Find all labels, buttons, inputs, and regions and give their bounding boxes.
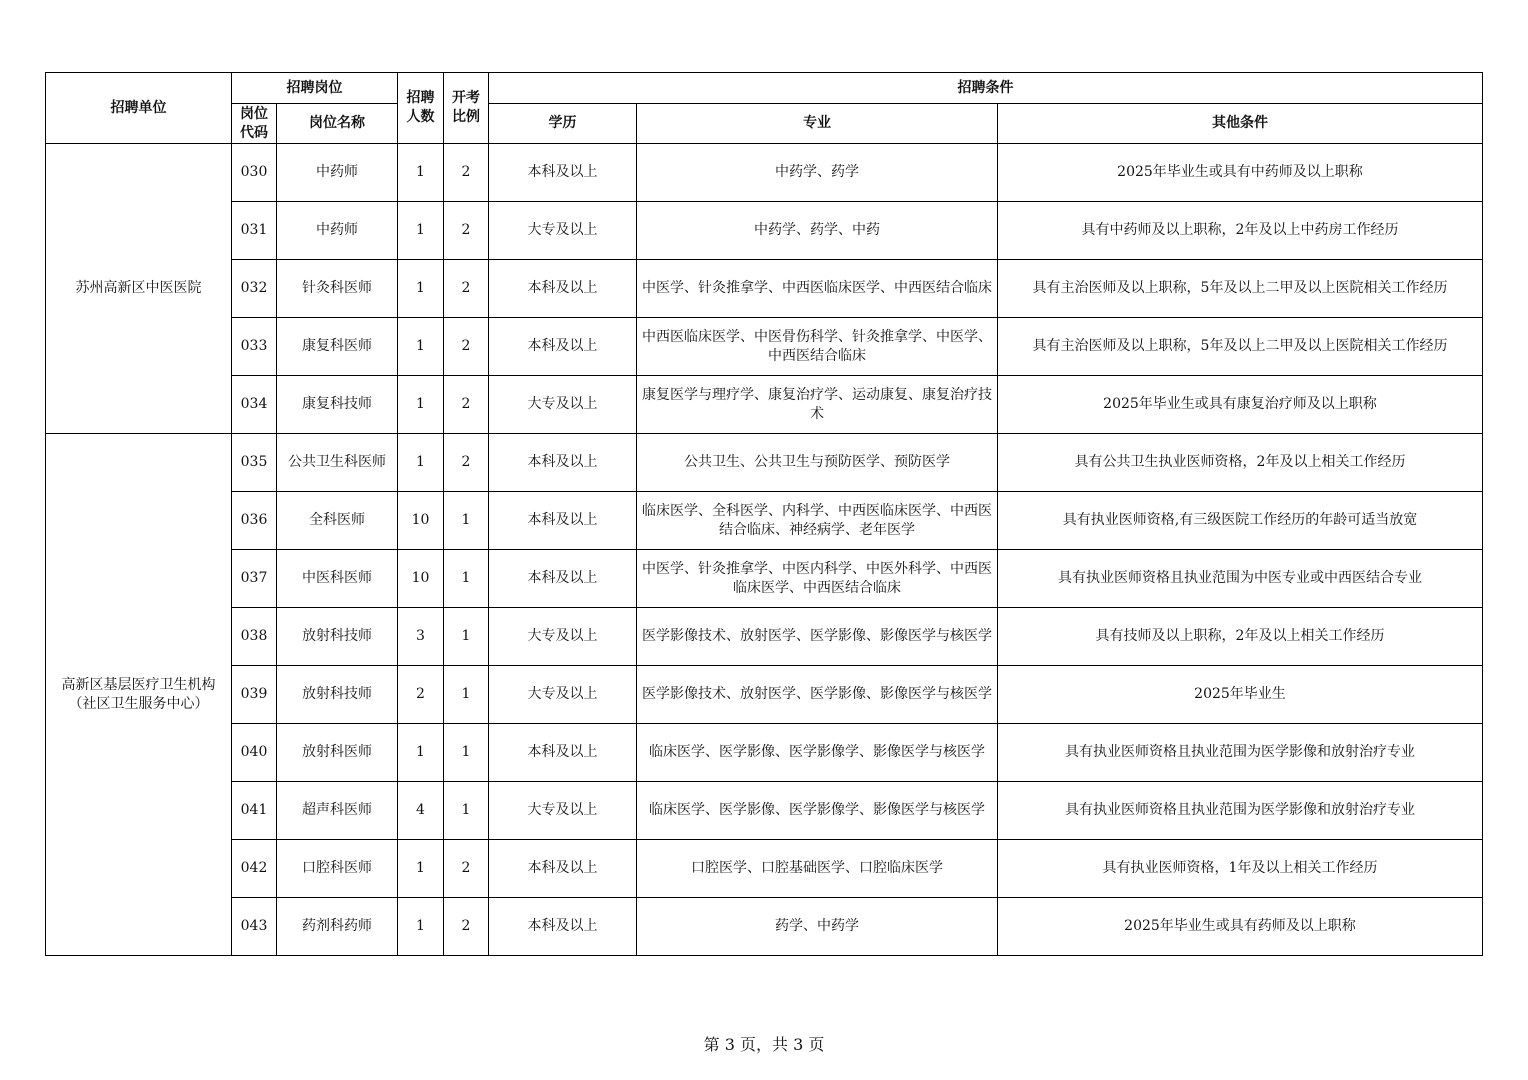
- cell-unit: 高新区基层医疗卫生机构（社区卫生服务中心）: [46, 434, 232, 956]
- cell-post-name: 口腔科医师: [277, 840, 398, 898]
- table-row: [46, 782, 1483, 840]
- cell-post-code: 032: [232, 260, 277, 318]
- cell-post-code: 031: [232, 202, 277, 260]
- cell-post-name: 中药师: [277, 144, 398, 202]
- cell-major: 医学影像技术、放射医学、医学影像、影像医学与核医学: [637, 666, 998, 724]
- cell-count: 1: [398, 318, 444, 376]
- table-row: [46, 550, 1483, 608]
- table-row: [46, 666, 1483, 724]
- cell-unit: 苏州高新区中医医院: [46, 144, 232, 434]
- table-row: [46, 434, 1483, 492]
- cell-other: 具有执业医师资格,有三级医院工作经历的年龄可适当放宽: [998, 492, 1483, 550]
- cell-post-code: 043: [232, 898, 277, 956]
- cell-major: 中医学、针灸推拿学、中西医临床医学、中西医结合临床: [637, 260, 998, 318]
- cell-post-name: 全科医师: [277, 492, 398, 550]
- cell-count: 1: [398, 840, 444, 898]
- table-row: [46, 840, 1483, 898]
- cell-count: 1: [398, 898, 444, 956]
- cell-major: 中药学、药学: [637, 144, 998, 202]
- header-post-group: 招聘岗位: [232, 73, 398, 104]
- cell-other: 具有执业医师资格且执业范围为中医专业或中西医结合专业: [998, 550, 1483, 608]
- cell-major: 康复医学与理疗学、康复治疗学、运动康复、康复治疗技术: [637, 376, 998, 434]
- cell-count: 10: [398, 492, 444, 550]
- cell-education: 本科及以上: [489, 434, 637, 492]
- cell-education: 本科及以上: [489, 144, 637, 202]
- cell-other: 具有主治医师及以上职称，5年及以上二甲及以上医院相关工作经历: [998, 318, 1483, 376]
- table-row: [46, 318, 1483, 376]
- cell-post-code: 037: [232, 550, 277, 608]
- cell-post-code: 035: [232, 434, 277, 492]
- cell-post-name: 放射科技师: [277, 608, 398, 666]
- cell-major: 临床医学、医学影像、医学影像学、影像医学与核医学: [637, 724, 998, 782]
- cell-education: 本科及以上: [489, 260, 637, 318]
- cell-post-code: 040: [232, 724, 277, 782]
- cell-education: 大专及以上: [489, 376, 637, 434]
- cell-other: 具有主治医师及以上职称，5年及以上二甲及以上医院相关工作经历: [998, 260, 1483, 318]
- cell-ratio: 2: [444, 202, 489, 260]
- cell-post-code: 038: [232, 608, 277, 666]
- table-row: [46, 492, 1483, 550]
- cell-post-code: 039: [232, 666, 277, 724]
- cell-count: 10: [398, 550, 444, 608]
- cell-major: 中医学、针灸推拿学、中医内科学、中医外科学、中西医临床医学、中西医结合临床: [637, 550, 998, 608]
- cell-ratio: 1: [444, 724, 489, 782]
- cell-post-name: 放射科医师: [277, 724, 398, 782]
- cell-ratio: 2: [444, 898, 489, 956]
- cell-ratio: 1: [444, 550, 489, 608]
- cell-education: 本科及以上: [489, 898, 637, 956]
- cell-post-code: 041: [232, 782, 277, 840]
- table-row: [46, 376, 1483, 434]
- cell-other: 具有执业医师资格，1年及以上相关工作经历: [998, 840, 1483, 898]
- recruitment-table: [45, 72, 1483, 956]
- page-footer: 第 3 页，共 3 页: [703, 1035, 825, 1054]
- cell-education: 本科及以上: [489, 724, 637, 782]
- cell-education: 大专及以上: [489, 202, 637, 260]
- cell-post-code: 042: [232, 840, 277, 898]
- table-row: [46, 898, 1483, 956]
- cell-education: 大专及以上: [489, 666, 637, 724]
- cell-ratio: 1: [444, 492, 489, 550]
- header-post-name: 岗位名称: [277, 104, 398, 144]
- cell-other: 2025年毕业生或具有药师及以上职称: [998, 898, 1483, 956]
- cell-education: 大专及以上: [489, 782, 637, 840]
- cell-other: 具有公共卫生执业医师资格，2年及以上相关工作经历: [998, 434, 1483, 492]
- cell-ratio: 2: [444, 260, 489, 318]
- cell-other: 2025年毕业生或具有康复治疗师及以上职称: [998, 376, 1483, 434]
- cell-post-name: 公共卫生科医师: [277, 434, 398, 492]
- table-row: [46, 202, 1483, 260]
- header-other: 其他条件: [998, 104, 1483, 144]
- cell-post-name: 放射科技师: [277, 666, 398, 724]
- cell-ratio: 1: [444, 782, 489, 840]
- table-body: [46, 144, 1483, 956]
- cell-ratio: 2: [444, 840, 489, 898]
- cell-count: 1: [398, 260, 444, 318]
- cell-other: 具有中药师及以上职称，2年及以上中药房工作经历: [998, 202, 1483, 260]
- cell-major: 中西医临床医学、中医骨伤科学、针灸推拿学、中医学、中西医结合临床: [637, 318, 998, 376]
- header-education: 学历: [489, 104, 637, 144]
- cell-post-name: 药剂科药师: [277, 898, 398, 956]
- cell-count: 3: [398, 608, 444, 666]
- cell-post-code: 034: [232, 376, 277, 434]
- table-row: [46, 608, 1483, 666]
- cell-count: 1: [398, 144, 444, 202]
- cell-count: 1: [398, 202, 444, 260]
- cell-post-name: 中药师: [277, 202, 398, 260]
- cell-ratio: 1: [444, 666, 489, 724]
- header-count: 招聘人数: [398, 73, 444, 144]
- cell-ratio: 2: [444, 376, 489, 434]
- cell-ratio: 2: [444, 318, 489, 376]
- cell-major: 药学、中药学: [637, 898, 998, 956]
- cell-ratio: 1: [444, 608, 489, 666]
- table-row: [46, 260, 1483, 318]
- cell-major: 公共卫生、公共卫生与预防医学、预防医学: [637, 434, 998, 492]
- header-unit: 招聘单位: [46, 73, 232, 144]
- cell-count: 2: [398, 666, 444, 724]
- cell-count: 1: [398, 724, 444, 782]
- cell-major: 口腔医学、口腔基础医学、口腔临床医学: [637, 840, 998, 898]
- cell-education: 本科及以上: [489, 550, 637, 608]
- table-row: [46, 724, 1483, 782]
- cell-count: 1: [398, 376, 444, 434]
- cell-education: 本科及以上: [489, 318, 637, 376]
- cell-post-name: 针灸科医师: [277, 260, 398, 318]
- cell-other: 具有执业医师资格且执业范围为医学影像和放射治疗专业: [998, 782, 1483, 840]
- cell-post-code: 030: [232, 144, 277, 202]
- header-ratio: 开考比例: [444, 73, 489, 144]
- cell-ratio: 2: [444, 144, 489, 202]
- cell-count: 4: [398, 782, 444, 840]
- header-post-code: 岗位代码: [232, 104, 277, 144]
- cell-post-name: 康复科医师: [277, 318, 398, 376]
- cell-ratio: 2: [444, 434, 489, 492]
- cell-count: 1: [398, 434, 444, 492]
- cell-education: 大专及以上: [489, 608, 637, 666]
- cell-post-name: 康复科技师: [277, 376, 398, 434]
- cell-other: 2025年毕业生: [998, 666, 1483, 724]
- cell-major: 中药学、药学、中药: [637, 202, 998, 260]
- cell-post-name: 超声科医师: [277, 782, 398, 840]
- cell-post-name: 中医科医师: [277, 550, 398, 608]
- cell-education: 本科及以上: [489, 840, 637, 898]
- cell-other: 具有技师及以上职称，2年及以上相关工作经历: [998, 608, 1483, 666]
- cell-major: 临床医学、全科医学、内科学、中西医临床医学、中西医结合临床、神经病学、老年医学: [637, 492, 998, 550]
- cell-major: 医学影像技术、放射医学、医学影像、影像医学与核医学: [637, 608, 998, 666]
- table-row: [46, 144, 1483, 202]
- cell-major: 临床医学、医学影像、医学影像学、影像医学与核医学: [637, 782, 998, 840]
- cell-post-code: 033: [232, 318, 277, 376]
- cell-other: 2025年毕业生或具有中药师及以上职称: [998, 144, 1483, 202]
- cell-other: 具有执业医师资格且执业范围为医学影像和放射治疗专业: [998, 724, 1483, 782]
- cell-education: 本科及以上: [489, 492, 637, 550]
- header-major: 专业: [637, 104, 998, 144]
- header-conditions: 招聘条件: [489, 73, 1483, 104]
- cell-post-code: 036: [232, 492, 277, 550]
